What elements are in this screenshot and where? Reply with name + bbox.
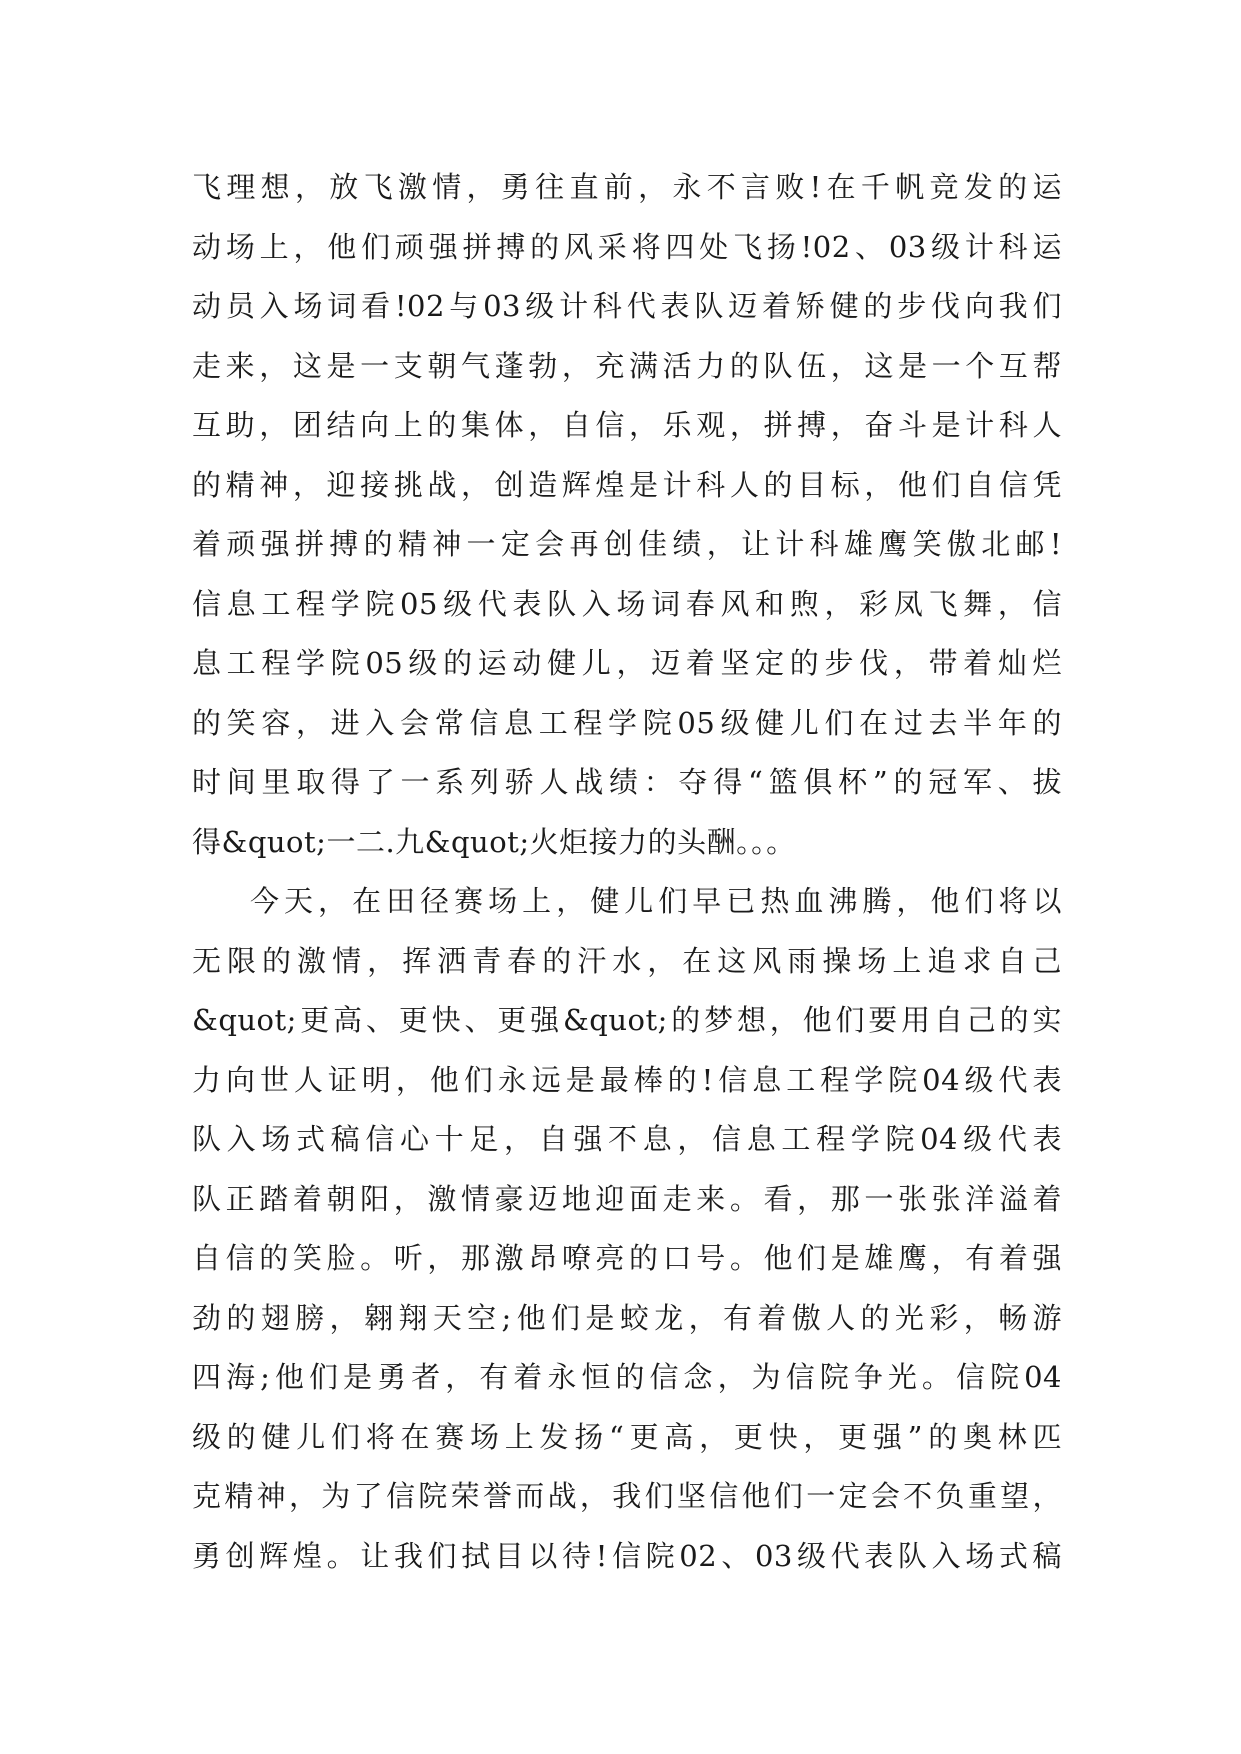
text-line: 着顽强拼搏的精神一定会再创佳绩，让计科雄鹰笑傲北邮! bbox=[192, 527, 1062, 561]
text-line: 级的健儿们将在赛场上发扬“更高，更快，更强”的奥林匹 bbox=[192, 1419, 1062, 1454]
text-line: 勇创辉煌。让我们拭目以待!信院02、03级代表队入场式稿 bbox=[192, 1538, 1062, 1573]
text-line: 的精神，迎接挑战，创造辉煌是计科人的目标，他们自信凭 bbox=[192, 467, 1062, 502]
paragraph-end-line: 得&quot;一二.九&quot;火炬接力的头酬。。。 bbox=[192, 824, 796, 859]
body-text bbox=[192, 158, 1062, 1586]
text-line: 飞理想，放飞激情，勇往直前，永不言败!在千帆竞发的运 bbox=[192, 170, 1062, 204]
paragraph-first-line: 今天，在田径赛场上，健儿们早已热血沸腾，他们将以 bbox=[250, 884, 1062, 918]
text-line: 动场上，他们顽强拼搏的风采将四处飞扬!02、03级计科运 bbox=[192, 229, 1062, 264]
text-line: 信息工程学院05级代表队入场词春风和煦，彩凤飞舞，信 bbox=[192, 586, 1062, 621]
text-line: 四海;他们是勇者，有着永恒的信念，为信院争光。信院04 bbox=[192, 1360, 1062, 1394]
text-line: 自信的笑脸。听，那激昂嘹亮的口号。他们是雄鹰，有着强 bbox=[192, 1241, 1062, 1275]
text-line: 的笑容，进入会常信息工程学院05级健儿们在过去半年的 bbox=[192, 705, 1062, 740]
text-line: 息工程学院05级的运动健儿，迈着坚定的步伐，带着灿烂 bbox=[192, 646, 1062, 680]
text-line: 时间里取得了一系列骄人战绩：夺得“篮俱杯”的冠军、拔 bbox=[192, 765, 1062, 799]
text-line: 克精神，为了信院荣誉而战，我们坚信他们一定会不负重望， bbox=[192, 1479, 1062, 1513]
text-line: 无限的激情，挥洒青春的汗水，在这风雨操场上追求自己 bbox=[192, 943, 1062, 978]
text-line: 队入场式稿信心十足，自强不息，信息工程学院04级代表 bbox=[192, 1122, 1062, 1156]
text-line: 队正踏着朝阳，激情豪迈地迎面走来。看，那一张张洋溢着 bbox=[192, 1181, 1062, 1216]
text-line: 走来，这是一支朝气蓬勃，充满活力的队伍，这是一个互帮 bbox=[192, 348, 1062, 383]
text-line: 劲的翅膀，翱翔天空;他们是蛟龙，有着傲人的光彩，畅游 bbox=[192, 1300, 1062, 1335]
text-line: 力向世人证明，他们永远是最棒的!信息工程学院04级代表 bbox=[192, 1062, 1062, 1097]
text-line: &quot;更高、更快、更强&quot;的梦想，他们要用自己的实 bbox=[192, 1003, 1062, 1037]
text-line: 动员入场词看!02与03级计科代表队迈着矫健的步伐向我们 bbox=[192, 289, 1062, 323]
text-line: 互助，团结向上的集体，自信，乐观，拼搏，奋斗是计科人 bbox=[192, 408, 1062, 442]
